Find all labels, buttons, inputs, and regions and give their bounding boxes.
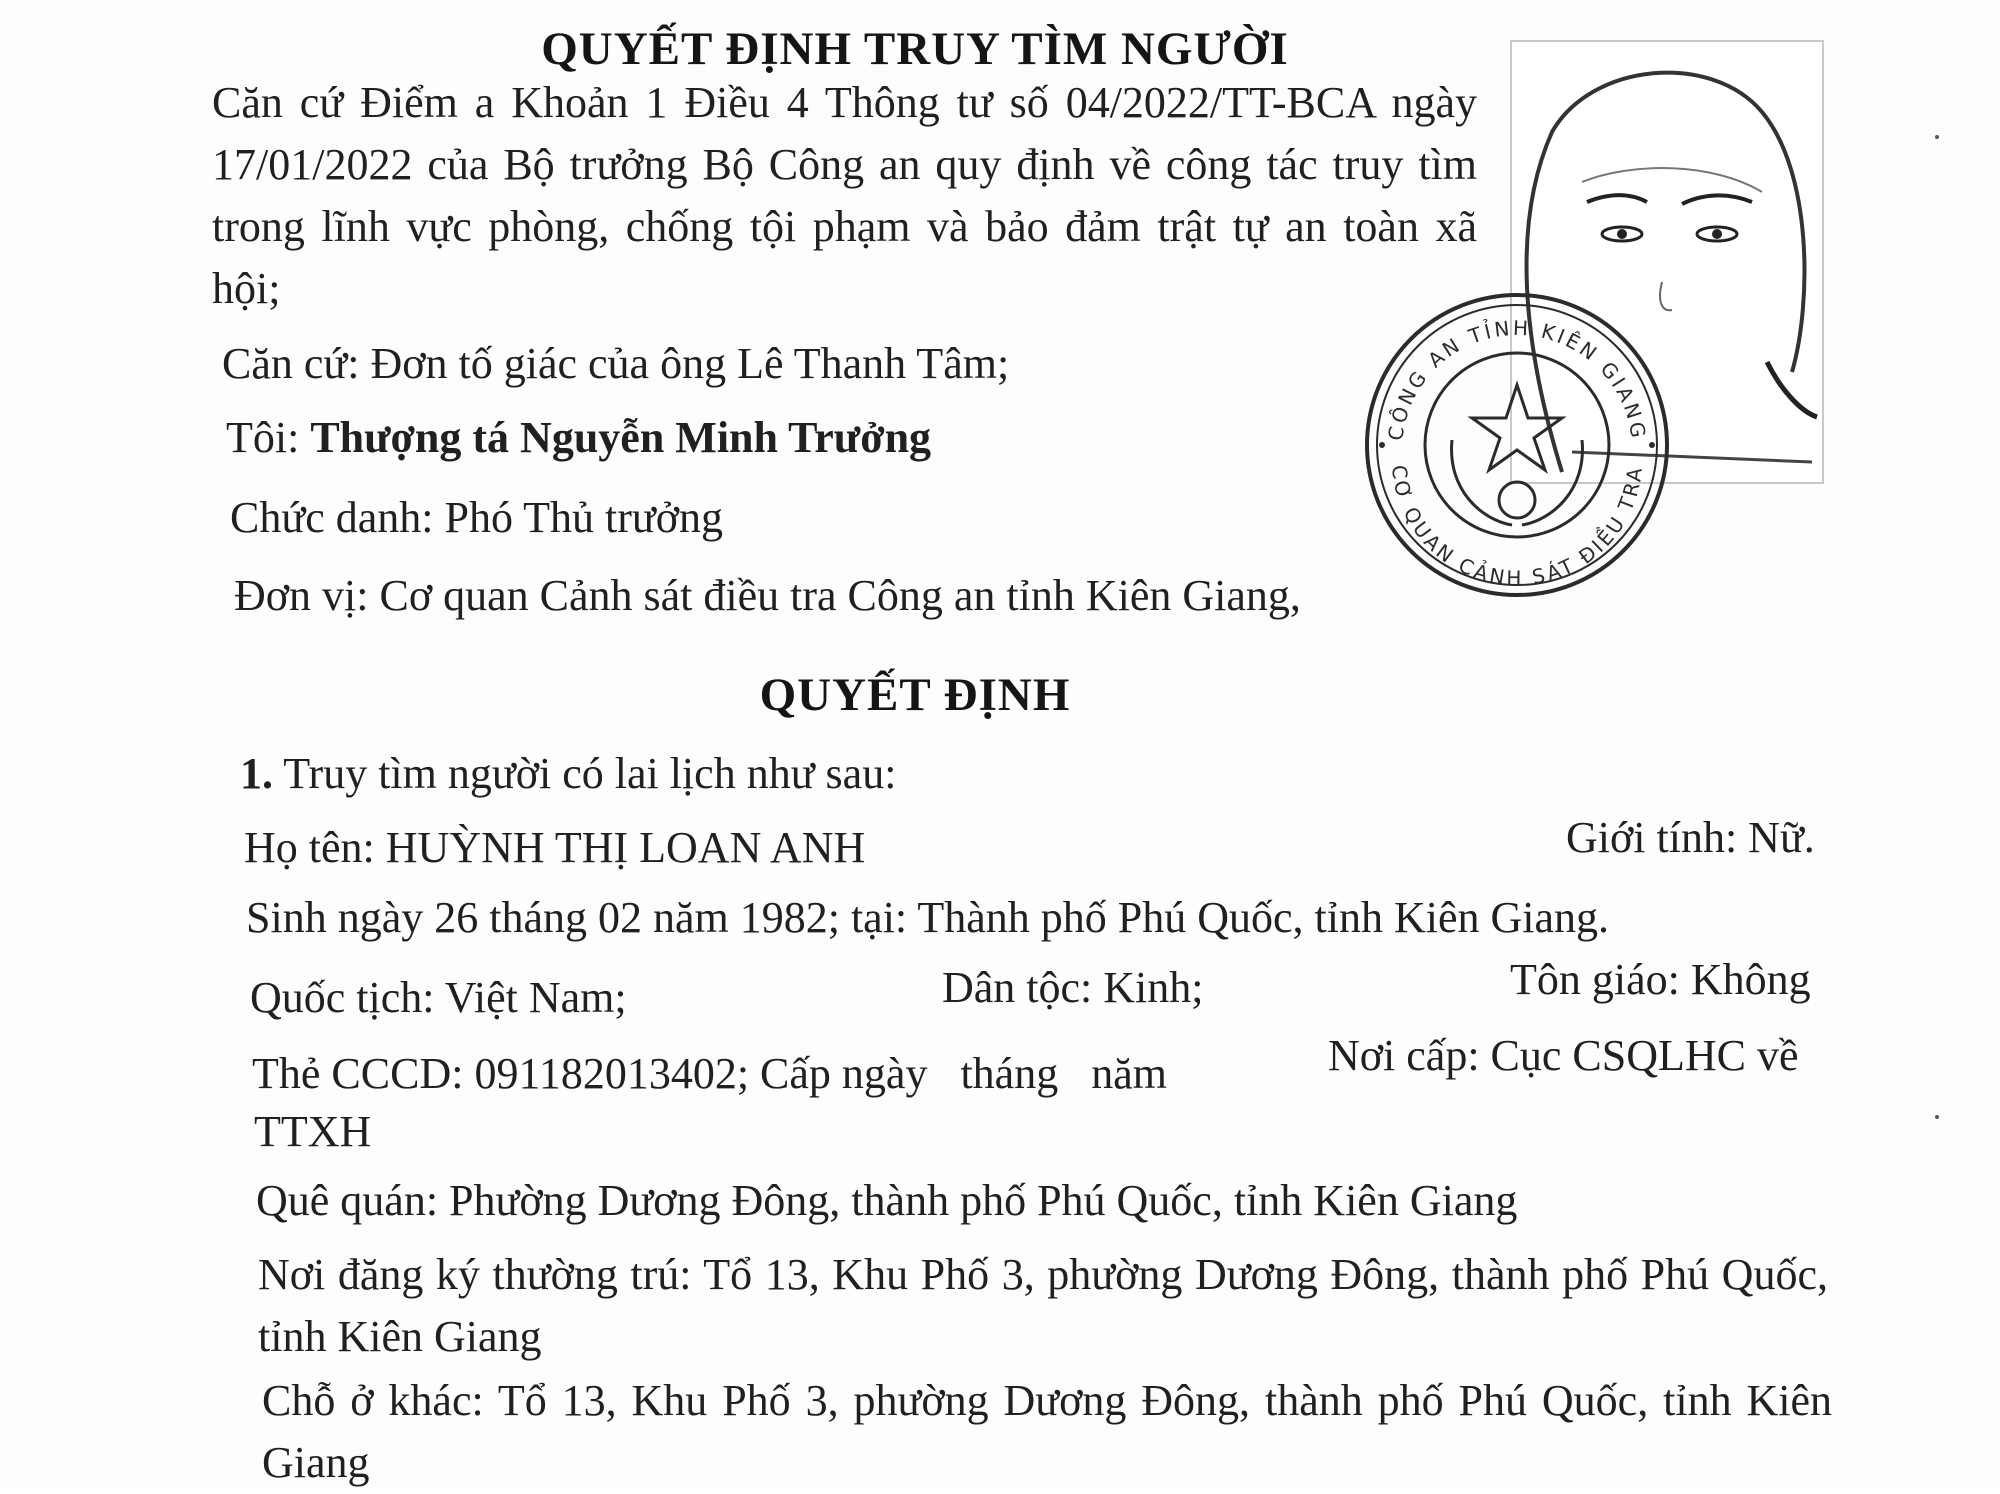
gender: Giới tính: Nữ. — [1566, 813, 1815, 862]
item-text: Truy tìm người có lai lịch như sau: — [273, 749, 897, 798]
seal-bottom-text: CƠ QUAN CẢNH SÁT ĐIỀU TRA — [1386, 463, 1648, 591]
religion: Tôn giáo: Không — [1510, 955, 1811, 1004]
complaint-basis: Căn cứ: Đơn tố giác của ông Lê Thanh Tâm; — [222, 339, 1010, 388]
document-title: QUYẾT ĐỊNH TRUY TÌM NGƯỜI — [541, 23, 1289, 75]
ethnicity: Dân tộc: Kinh; — [942, 963, 1204, 1012]
nationality: Quốc tịch: Việt Nam; — [250, 973, 627, 1022]
id-issued-by: Nơi cấp: Cục CSQLHC về — [1328, 1031, 1799, 1080]
svg-text:CÔNG AN TỈNH KIÊN GIANG — [1383, 316, 1651, 442]
decision-heading: QUYẾT ĐỊNH — [759, 669, 1071, 721]
seal-top-text: CÔNG AN TỈNH KIÊN GIANG — [1383, 315, 1651, 443]
birth-info: Sinh ngày 26 tháng 02 năm 1982; tại: Thành phố Phú Quốc, tỉnh Kiên Giang. — [246, 893, 1610, 942]
scan-speck — [1935, 135, 1939, 139]
official-seal — [1362, 290, 1672, 600]
id-card: Thẻ CCCD: 091182013402; Cấp ngày tháng năm — [252, 1049, 1167, 1098]
officer-position: Chức danh: Phó Thủ trưởng — [230, 493, 724, 542]
item-one — [240, 748, 896, 799]
hometown: Quê quán: Phường Dương Đông, thành phố Phú Quốc, tỉnh Kiên Giang — [256, 1176, 1518, 1225]
officer-line — [226, 412, 931, 463]
full-name: Họ tên: HUỲNH THỊ LOAN ANH — [244, 823, 866, 872]
other-residence: Chỗ ở khác: Tổ 13, Khu Phố 3, phường Dương Đông, thành phố Phú Quốc, tỉnh Kiên Giang — [262, 1376, 1832, 1487]
officer-prefix: Tôi: — [226, 413, 311, 462]
seal-emblem — [1362, 290, 1672, 600]
officer-name: Thượng tá Nguyễn Minh Trưởng — [310, 413, 932, 462]
officer-unit: Đơn vị: Cơ quan Cảnh sát điều tra Công an tỉnh Kiên Giang, — [234, 571, 1301, 620]
legal-basis-paragraph: Căn cứ Điểm a Khoản 1 Điều 4 Thông tư số 04/2022/TT-BCA ngày 17/01/2022 của Bộ trưởng Bộ Công an quy định về công tác truy tìm trong lĩnh vực phòng, chống tội phạm và bảo đảm trật tự an toàn xã hội; — [212, 78, 1477, 313]
item-number: 1. — [240, 749, 273, 798]
id-issued-by-cont: TTXH — [254, 1107, 372, 1156]
scan-speck — [1935, 1115, 1939, 1119]
permanent-residence: Nơi đăng ký thường trú: Tổ 13, Khu Phố 3, phường Dương Đông, thành phố Phú Quốc, tỉnh Kiên Giang — [258, 1250, 1828, 1361]
